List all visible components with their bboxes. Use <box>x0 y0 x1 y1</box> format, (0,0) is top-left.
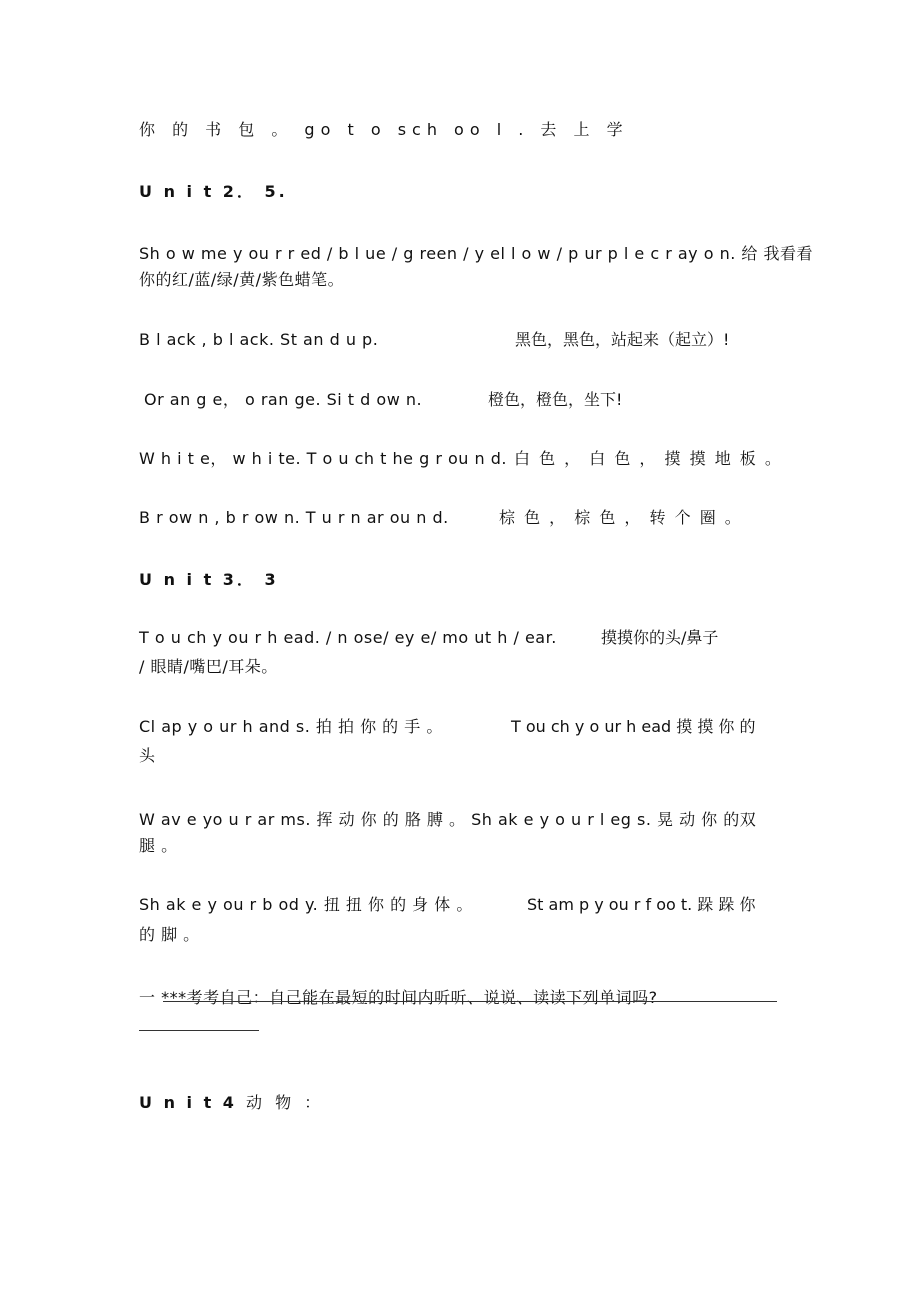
translation-touch-your-head: 摸摸你的头/鼻子 <box>601 628 719 647</box>
text-line-clap-your-hands: Cl ap y o ur h and s. 拍 拍 你 的 手 。 <box>139 717 443 736</box>
heading-unit-4 <box>139 1093 324 1113</box>
heading-unit-4-label: U n i t 4 <box>139 1093 237 1112</box>
translation-black-stand-up: 黑色，黑色，站起来（起立）! <box>515 330 730 349</box>
text-line-white-touch-ground: W h i t e， w h i te. T o u ch t he g r ou n d. <box>139 449 507 468</box>
translation-brown-turn-around: 棕 色 ， 棕 色 ， 转 个 圈 。 <box>499 508 743 527</box>
text-line-show-me-crayon-cn: 你的红/蓝/绿/黄/紫色蜡笔。 <box>139 270 345 289</box>
text-line-black-stand-up: B l ack , b l ack. St an d u p. <box>139 330 379 349</box>
text-line-touch-your-head-2: T ou ch y o ur h ead 摸 摸 你 的 <box>511 717 756 736</box>
translation-orange-sit-down: 橙色，橙色，坐下! <box>488 390 623 409</box>
translation-white-touch-ground: 白 色 ， 白 色 ， 摸 摸 地 板 。 <box>514 449 783 468</box>
strike-rule <box>163 1001 777 1002</box>
text-line-go-to-school: 你 的 书 包 。 go t o sch oo l . 去 上 学 <box>139 120 629 139</box>
heading-unit-3-3: U n i t 3． 3 <box>139 570 279 589</box>
text-line-stamp-your-foot: St am p y ou r f oo t. 跺 跺 你 <box>527 895 756 914</box>
text-line-wave-shake-legs: W av e yo u r ar ms. 挥 动 你 的 胳 膊 。 Sh ak e y o u r l eg s. 晃 动 你 的双 <box>139 810 757 829</box>
text-line-brown-turn-around: B r ow n , b r ow n. T u r n ar ou n d. <box>139 508 449 527</box>
translation-head-cont: 头 <box>139 746 156 765</box>
text-line-show-me-crayon: Sh o w me y ou r r ed / b l ue / g reen / y el l o w / p ur p l e c r ay o n. 给 我看看 <box>139 244 814 263</box>
text-line-touch-your-head: T o u ch y ou r h ead. / n ose/ ey e/ mo ut h / ear. <box>139 628 557 647</box>
text-line-shake-body: Sh ak e y ou r b od y. 扭 扭 你 的 身 体 。 <box>139 895 473 914</box>
translation-legs-cont: 腿 。 <box>139 836 178 855</box>
heading-unit-2-5: U n i t 2． 5. <box>139 182 288 201</box>
translation-foot-cont: 的 脚 。 <box>139 925 200 944</box>
underline-rule <box>139 1030 259 1031</box>
heading-unit-4-topic: 动 物 ： <box>236 1093 325 1112</box>
text-line-test-yourself: 一 ***考考自己：自己能在最短的时间内听听、说说、读读下列单词吗? <box>139 988 658 1007</box>
text-line-orange-sit-down: Or an g e， o ran ge. Si t d ow n. <box>144 390 423 409</box>
translation-touch-your-head-cont: / 眼睛/嘴巴/耳朵。 <box>139 657 278 676</box>
